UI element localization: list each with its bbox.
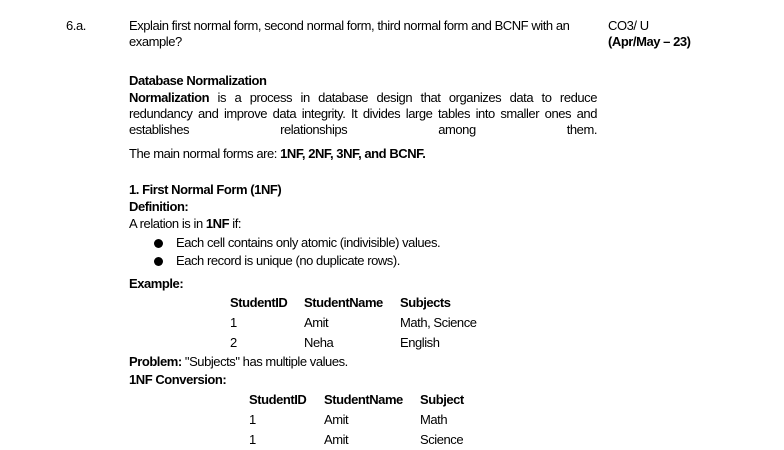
intro-term: Normalization	[129, 90, 210, 105]
intro-text: is a process in database design that organizes data to reduce redundancy and improve data integrity. It divides large tables into smaller ones and establishes relationships among them.	[129, 90, 597, 137]
table-cell: 1	[249, 432, 256, 447]
table-cell: 1	[249, 412, 256, 427]
table-header-row	[249, 390, 520, 410]
table-row	[249, 410, 520, 430]
nf1-rules-list	[154, 235, 440, 271]
table-cell: Neha	[304, 335, 334, 350]
table-cell: English	[400, 335, 440, 350]
problem-label: Problem:	[129, 354, 182, 369]
definition-suffix: if:	[229, 216, 242, 231]
table-header-row	[230, 293, 500, 313]
table-row	[230, 313, 500, 333]
normal-forms-line	[129, 146, 425, 162]
table-cell: 1	[230, 315, 237, 330]
question-meta	[608, 18, 728, 50]
normal-forms-list: 1NF, 2NF, 3NF, and BCNF.	[280, 146, 426, 161]
table-row	[230, 333, 500, 353]
conversion-label: 1NF Conversion:	[129, 372, 227, 387]
column-header: StudentName	[304, 295, 383, 310]
nf1-heading: 1. First Normal Form (1NF)	[129, 182, 282, 197]
table-cell: Math, Science	[400, 315, 477, 330]
conversion-table	[249, 390, 520, 450]
problem-text: "Subjects" has multiple values.	[181, 354, 348, 369]
section-title: Database Normalization	[129, 73, 267, 88]
question-number: 6.a.	[66, 18, 86, 33]
table-row	[249, 430, 520, 450]
column-header: StudentName	[324, 392, 403, 407]
definition-text	[129, 216, 241, 232]
example-label: Example:	[129, 276, 184, 291]
table-cell: Math	[420, 412, 448, 427]
column-header: StudentID	[249, 392, 307, 407]
table-cell: 2	[230, 335, 237, 350]
intro-paragraph	[129, 90, 597, 138]
table-cell: Science	[420, 432, 464, 447]
example-table	[230, 293, 500, 353]
exam-session: (Apr/May – 23)	[608, 34, 691, 49]
table-cell: Amit	[324, 412, 349, 427]
definition-prefix: A relation is in	[129, 216, 206, 231]
column-header: Subject	[420, 392, 464, 407]
problem-statement	[129, 354, 348, 370]
column-header: StudentID	[230, 295, 288, 310]
question-text: Explain first normal form, second normal form, third normal form and BCNF with an example?	[129, 18, 570, 49]
course-outcome: CO3/ U	[608, 18, 649, 33]
definition-label: Definition:	[129, 199, 189, 214]
table-cell: Amit	[304, 315, 329, 330]
list-item: Each record is unique (no duplicate rows).	[154, 253, 440, 271]
definition-term: 1NF	[205, 216, 230, 231]
column-header: Subjects	[400, 295, 451, 310]
normal-forms-prefix: The main normal forms are:	[129, 146, 281, 161]
list-item: Each cell contains only atomic (indivisible) values.	[154, 235, 440, 253]
table-cell: Amit	[324, 432, 349, 447]
